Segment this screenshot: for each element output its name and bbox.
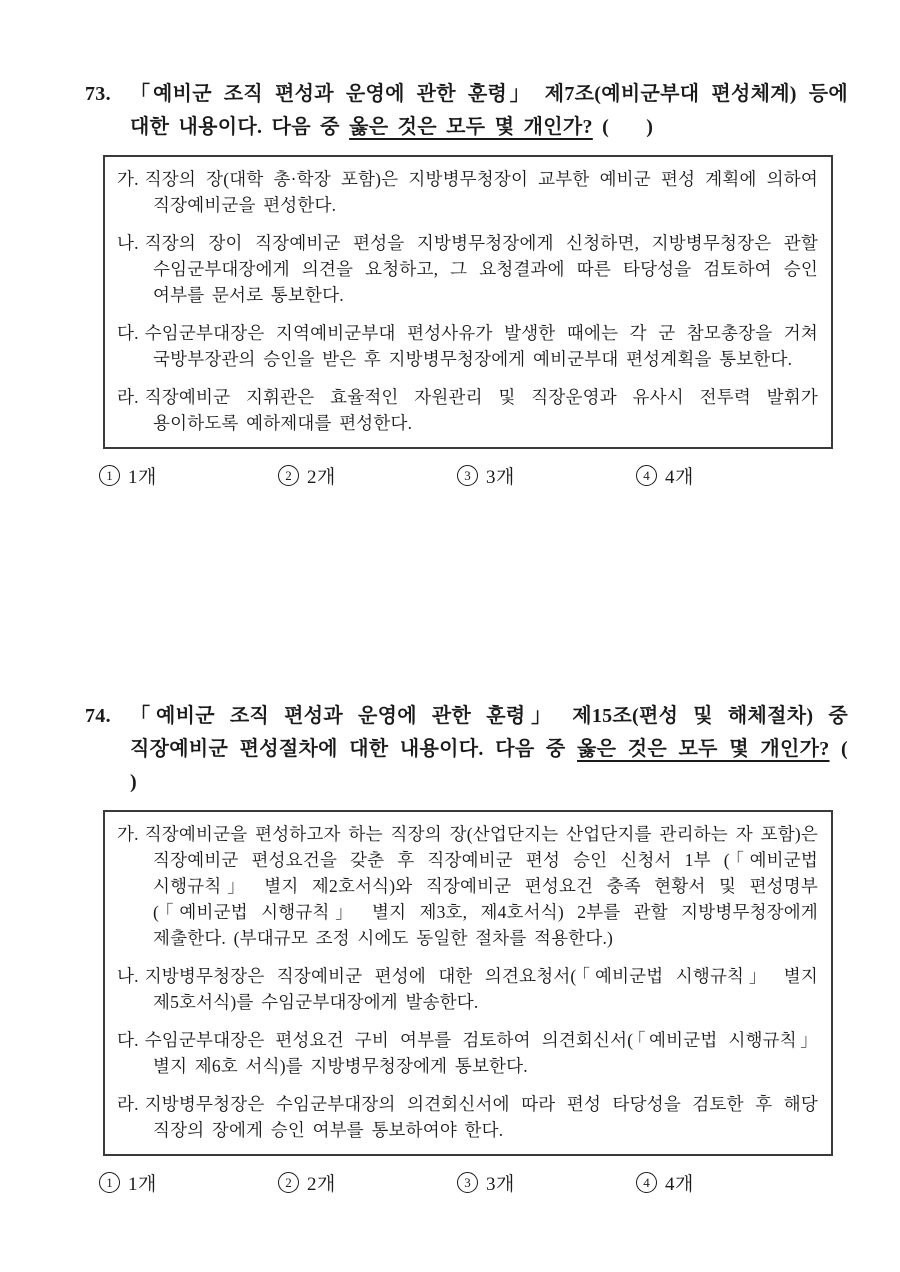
- choice-3[interactable]: [457, 1169, 636, 1196]
- choice-label: 1개: [128, 1174, 157, 1195]
- item-label: 나.: [117, 966, 139, 986]
- circled-number-icon: 3: [457, 1172, 478, 1193]
- choice-label: 4개: [665, 467, 694, 488]
- item-text: 지방병무청장은 직장예비군 편성에 대한 의견요청서(「예비군법 시행규칙」 별지 제5호서식)를 수임군부대장에게 발송한다.: [144, 966, 818, 1012]
- circled-number-icon: 2: [278, 465, 299, 486]
- choice-1[interactable]: [99, 1169, 278, 1196]
- choice-label: 3개: [486, 1174, 515, 1195]
- item-text: 수임군부대장은 지역예비군부대 편성사유가 발생한 때에는 각 군 참모총장을 거쳐 국방부장관의 승인을 받은 후 지방병무청장에게 예비군부대 편성계획을 통보한다.: [144, 323, 818, 369]
- statement-item-ra: [117, 1091, 818, 1143]
- circled-number-icon: 4: [636, 465, 657, 486]
- item-label: 가.: [117, 824, 139, 844]
- item-label: 나.: [117, 233, 139, 253]
- choice-4[interactable]: [636, 462, 815, 489]
- choice-label: 2개: [307, 467, 336, 488]
- item-text: 직장예비군 지휘관은 효율적인 자원관리 및 직장운영과 유사시 전투력 발휘가 용이하도록 예하제대를 편성한다.: [144, 387, 818, 433]
- question-73: [85, 78, 848, 489]
- choice-4[interactable]: [636, 1169, 815, 1196]
- statement-item-da: [117, 1027, 818, 1079]
- title-underlined-text: 옳은 것은 모두 몇 개인가?: [577, 738, 830, 760]
- item-text: 직장예비군을 편성하고자 하는 직장의 장(산업단지는 산업단지를 관리하는 자 포함)은 직장예비군 편성요건을 갖춘 후 직장예비군 편성 승인 신청서 1부 (「예비군법 시행규칙」 별지 제2호서식)와 직장예비군 편성요건 충족 현황서 및 편성명부 (「예비군법 시행규칙」 별지 제3호, 제4호서식) 2부를 관할 지방병무청장에게 제출한다. (부대규모 조정 시에도 동일한 절차를 적용한다.): [144, 824, 818, 948]
- item-label: 라.: [117, 387, 139, 407]
- statement-item-ra: [117, 384, 818, 436]
- choice-label: 2개: [307, 1174, 336, 1195]
- question-number: 74.: [85, 705, 111, 727]
- choices-row: [99, 462, 848, 489]
- choices-row: [99, 1169, 848, 1196]
- question-74-title: [85, 700, 886, 799]
- choice-label: 1개: [128, 467, 157, 488]
- circled-number-icon: 1: [99, 465, 120, 486]
- item-label: 다.: [117, 1030, 139, 1050]
- choice-label: 3개: [486, 467, 515, 488]
- title-pre-text: 「예비군 조직 편성과 운영에 관한 훈령」 제7조(예비군부대 편성체계) 등에 대한 내용이다. 다음 중: [130, 83, 848, 138]
- choice-1[interactable]: [99, 462, 278, 489]
- item-label: 라.: [117, 1094, 139, 1114]
- choice-label: 4개: [665, 1174, 694, 1195]
- item-label: 다.: [117, 323, 139, 343]
- item-text: 직장의 장(대학 총·학장 포함)은 지방병무청장이 교부한 예비군 편성 계획에 의하여 직장예비군을 편성한다.: [144, 169, 818, 215]
- circled-number-icon: 4: [636, 1172, 657, 1193]
- statement-item-na: [117, 963, 818, 1015]
- question-74: [85, 700, 886, 1196]
- question-number: 73.: [85, 83, 111, 105]
- circled-number-icon: 2: [278, 1172, 299, 1193]
- choice-3[interactable]: [457, 462, 636, 489]
- title-underlined-text: 옳은 것은 모두 몇 개인가?: [349, 116, 593, 138]
- circled-number-icon: 3: [457, 465, 478, 486]
- item-label: 가.: [117, 169, 139, 189]
- item-text: 직장의 장이 직장예비군 편성을 지방병무청장에게 신청하면, 지방병무청장은 관할 수임군부대장에게 의견을 요청하고, 그 요청결과에 따른 타당성을 검토하여 승인 여부를 문서로 통보한다.: [144, 233, 818, 305]
- answer-blank: ( ): [592, 116, 654, 138]
- statement-item-da: [117, 320, 818, 372]
- title-pre-text: 「예비군 조직 편성과 운영에 관한 훈령」 제15조(편성 및 해체절차) 중 직장예비군 편성절차에 대한 내용이다. 다음 중: [130, 705, 848, 760]
- statement-box: [103, 810, 833, 1156]
- choice-2[interactable]: [278, 1169, 457, 1196]
- question-title-text: [130, 78, 848, 144]
- item-text: 지방병무청장은 수임군부대장의 의견회신서에 따라 편성 타당성을 검토한 후 해당 직장의 장에게 승인 여부를 통보하여야 한다.: [144, 1094, 818, 1140]
- answer-blank: ( ): [130, 738, 886, 793]
- statement-item-na: [117, 230, 818, 308]
- circled-number-icon: 1: [99, 1172, 120, 1193]
- question-title-text: [130, 700, 886, 799]
- statement-item-ga: [117, 166, 818, 218]
- statement-item-ga: [117, 821, 818, 951]
- item-text: 수임군부대장은 편성요건 구비 여부를 검토하여 의견회신서(「예비군법 시행규칙」 별지 제6호 서식)를 지방병무청장에게 통보한다.: [144, 1030, 818, 1076]
- choice-2[interactable]: [278, 462, 457, 489]
- statement-box: [103, 155, 833, 449]
- question-73-title: [85, 78, 848, 144]
